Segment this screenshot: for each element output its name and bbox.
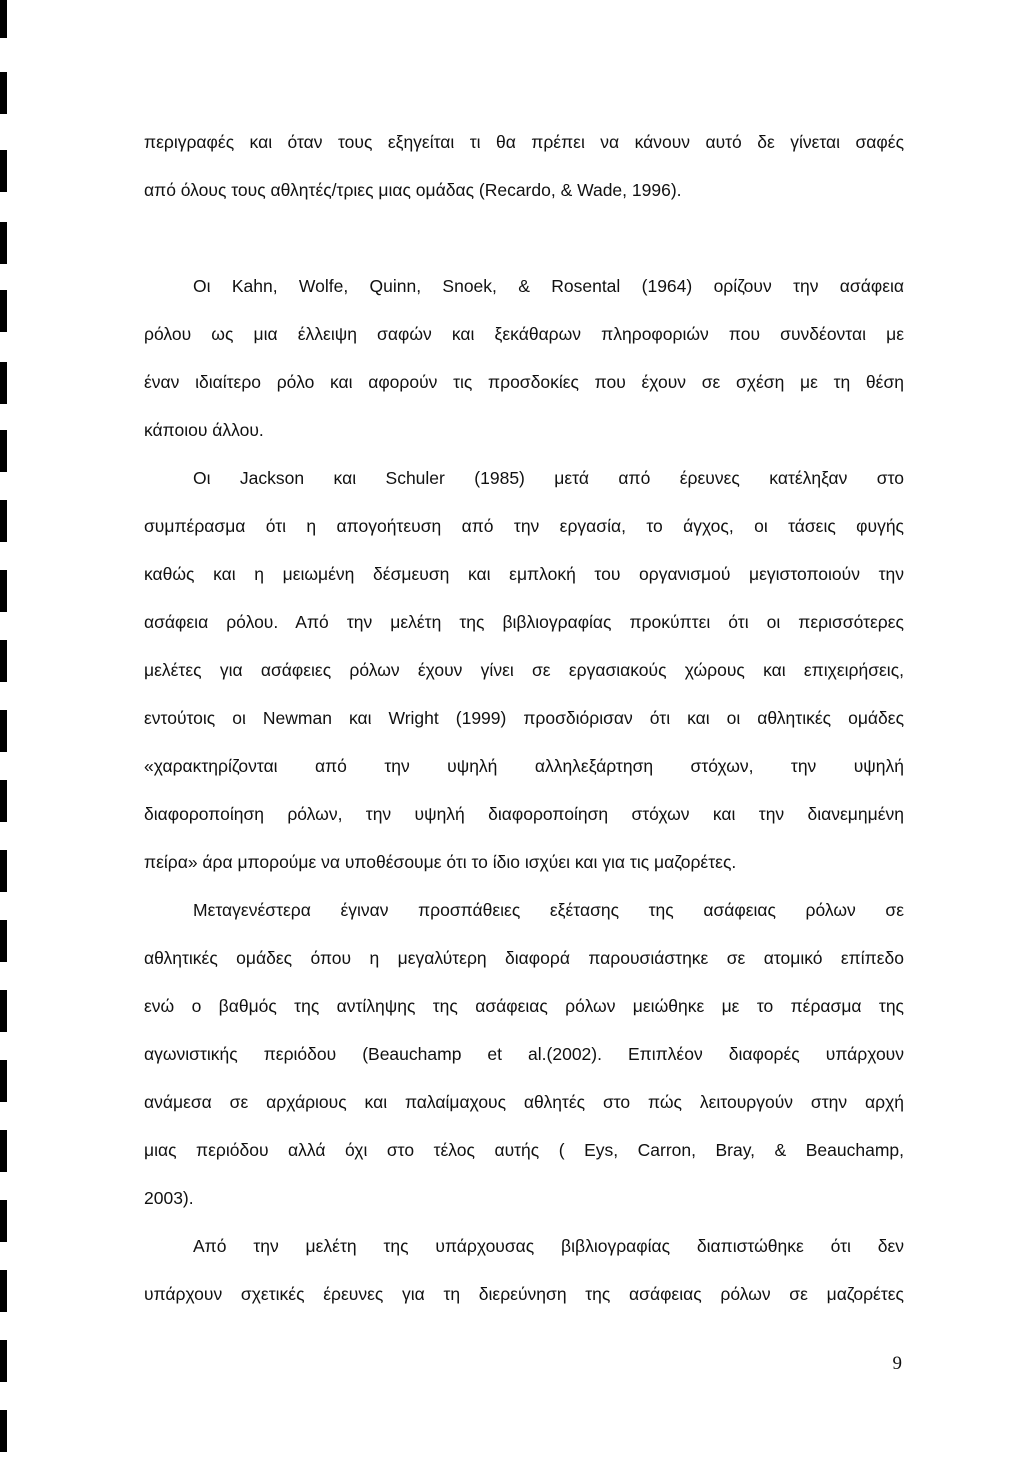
binding-mark bbox=[0, 1340, 7, 1382]
binding-mark bbox=[0, 500, 7, 542]
text-line: 2003). bbox=[144, 1188, 194, 1208]
text-line: Μεταγενέστερα έγιναν προσπάθειες εξέτασης της ασάφειας ρόλων σε bbox=[193, 900, 904, 920]
binding-mark bbox=[0, 710, 7, 752]
binding-mark bbox=[0, 1130, 7, 1172]
binding-mark bbox=[0, 640, 7, 682]
binding-mark bbox=[0, 1270, 7, 1312]
blank-line bbox=[144, 214, 904, 262]
binding-mark bbox=[0, 72, 7, 114]
text-line: ρόλου ως μια έλλειψη σαφών και ξεκάθαρων πληροφοριών που συνδέονται με bbox=[144, 324, 904, 344]
text-line: κάποιου άλλου. bbox=[144, 420, 264, 440]
text-line: έναν ιδιαίτερο ρόλο και αφορούν τις προσδοκίες που έχουν σε σχέση με τη θέση bbox=[144, 372, 904, 392]
binding-mark bbox=[0, 222, 7, 264]
text-line: «χαρακτηρίζονται από την υψηλή αλληλεξάρτηση στόχων, την υψηλή bbox=[144, 756, 904, 776]
text-line: συμπέρασμα ότι η απογοήτευση από την εργασία, το άγχος, οι τάσεις φυγής bbox=[144, 516, 904, 536]
text-line: πείρα» άρα μπορούμε να υποθέσουμε ότι το ίδιο ισχύει και για τις μαζορέτες. bbox=[144, 852, 737, 872]
binding-mark bbox=[0, 430, 7, 472]
page-number: 9 bbox=[892, 1353, 902, 1374]
binding-mark bbox=[0, 780, 7, 822]
binding-mark bbox=[0, 920, 7, 962]
text-line: ασάφεια ρόλου. Από την μελέτη της βιβλιογραφίας προκύπτει ότι οι περισσότερες bbox=[144, 612, 904, 632]
binding-mark bbox=[0, 362, 7, 404]
binding-mark bbox=[0, 150, 7, 192]
text-line: μιας περιόδου αλλά όχι στο τέλος αυτής ( Eys, Carron, Bray, & Beauchamp, bbox=[144, 1140, 904, 1160]
binding-mark bbox=[0, 1410, 7, 1452]
text-line: διαφοροποίηση ρόλων, την υψηλή διαφοροποίηση στόχων και την διανεμημένη bbox=[144, 804, 904, 824]
scan-binding-edge bbox=[0, 0, 20, 1461]
text-line: από όλους τους αθλητές/τριες μιας ομάδας (Recardo, & Wade, 1996). bbox=[144, 180, 682, 200]
text-line: ενώ ο βαθμός της αντίληψης της ασάφειας ρόλων μειώθηκε με το πέρασμα της bbox=[144, 996, 904, 1016]
binding-mark bbox=[0, 850, 7, 892]
binding-mark bbox=[0, 570, 7, 612]
binding-mark bbox=[0, 1060, 7, 1102]
document-body bbox=[144, 118, 904, 1318]
text-line: Οι Jackson και Schuler (1985) μετά από έρευνες κατέληξαν στο bbox=[193, 468, 904, 488]
text-line: καθώς και η μειωμένη δέσμευση και εμπλοκή του οργανισμού μεγιστοποιούν την bbox=[144, 564, 904, 584]
text-line: ανάμεσα σε αρχάριους και παλαίμαχους αθλητές στο πώς λειτουργούν στην αρχή bbox=[144, 1092, 904, 1112]
binding-mark bbox=[0, 0, 7, 38]
text-line: μελέτες για ασάφειες ρόλων έχουν γίνει σε εργασιακούς χώρους και επιχειρήσεις, bbox=[144, 660, 904, 680]
binding-mark bbox=[0, 290, 7, 332]
text-line: αθλητικές ομάδες όπου η μεγαλύτερη διαφορά παρουσιάστηκε σε ατομικό επίπεδο bbox=[144, 948, 904, 968]
text-line: εντούτοις οι Newman και Wright (1999) προσδιόρισαν ότι και οι αθλητικές ομάδες bbox=[144, 708, 904, 728]
text-line: υπάρχουν σχετικές έρευνες για τη διερεύνηση της ασάφειας ρόλων σε μαζορέτες bbox=[144, 1284, 904, 1304]
text-line: αγωνιστικής περιόδου (Beauchamp et al.(2002). Επιπλέον διαφορές υπάρχουν bbox=[144, 1044, 904, 1064]
binding-mark bbox=[0, 990, 7, 1032]
binding-mark bbox=[0, 1200, 7, 1242]
text-line: περιγραφές και όταν τους εξηγείται τι θα πρέπει να κάνουν αυτό δε γίνεται σαφές bbox=[144, 132, 904, 152]
text-line: Οι Kahn, Wolfe, Quinn, Snoek, & Rosental (1964) ορίζουν την ασάφεια bbox=[193, 276, 904, 296]
text-line: Από την μελέτη της υπάρχουσας βιβλιογραφίας διαπιστώθηκε ότι δεν bbox=[193, 1236, 904, 1256]
